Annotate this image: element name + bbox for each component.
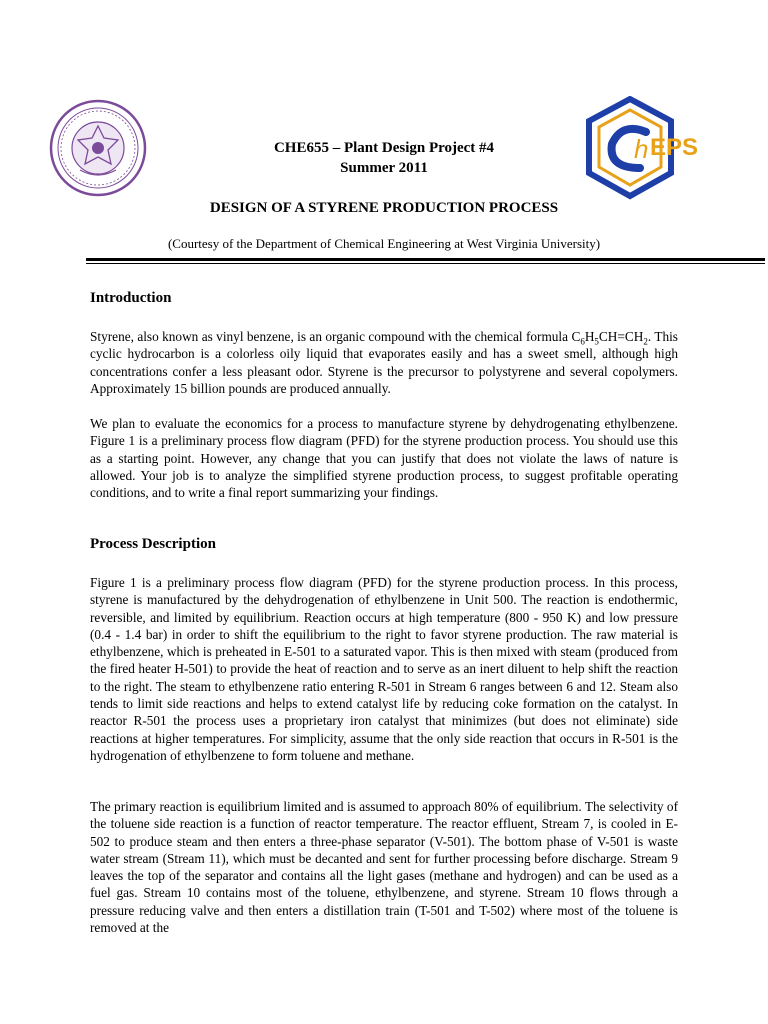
process-description-paragraph-1: Figure 1 is a preliminary process flow diagram (PFD) for the styrene production process. In this process, styrene is manufactured by the dehydrogenation of ethylbenzene in Unit 500. The reaction is endothermic, reversible, and limited by equilibrium. Reaction occurs at high temperature (800 - 950 K) and low pressure (0.4 - 1.4 bar) in order to shift the equilibrium to the right to favor styrene production. The raw material is ethylbenzene, which is preheated in E-501 to a saturated vapor. This is then mixed with steam (produced from the fired heater H-501) to provide the heat of reaction and to serve as an inert diluent to help shift the reaction to the right. The steam to ethylbenzene ratio entering R-501 in Stream 6 ranges between 6 and 12. Steam also tends to limit side reactions and helps to extend catalyst life by reducing coke formation on the catalyst. In reactor R-501 the process uses a proprietary iron catalyst that minimizes (but does not eliminate) side reactions at higher temperatures. For simplicity, assume that the only side reaction that occurs in R-501 is the hydrogenation of ethylbenzene to form toluene and methane. (90, 575, 678, 763)
course-title: CHE655 – Plant Design Project #4 (273, 140, 495, 156)
introduction-paragraph-2: We plan to evaluate the economics for a process to manufacture styrene by dehydrogenating ethylbenzene. Figure 1 is a preliminary process flow diagram (PFD) for the styrene production process. You should use this as a starting point. However, any change that you can justify that does not violate the laws of nature is allowed. Your job is to analyze the simplified styrene production process, to suggest profitable operating conditions, and to write a final report summarizing your findings. (90, 416, 678, 501)
courtesy-line: (Courtesy of the Department of Chemical Engineering at West Virginia University) (167, 236, 601, 251)
term-title: Summer 2011 (340, 160, 428, 176)
introduction-paragraph-1: Styrene, also known as vinyl benzene, is an organic compound with the chemical formula $C_6H_5CH=CH_2$. This cyclic hydrocarbon is a colorless oily liquid that evaporates easily and has a sweet smell, although high concentrations confer a less pleasant odor. Styrene is the precursor to polystyrene and several copolymers. Approximately 15 billion pounds are produced annually. (90, 329, 678, 396)
styrene-formula: $C_6H_5CH=CH_2$ (571, 329, 648, 347)
design-title: DESIGN OF A STYRENE PRODUCTION PROCESS (209, 200, 559, 216)
header-rule-thick (86, 258, 765, 261)
process-description-heading: Process Description (90, 536, 216, 552)
introduction-heading: Introduction (90, 290, 172, 306)
process-description-paragraph-2: The primary reaction is equilibrium limited and is assumed to approach 80% of equilibrium. The selectivity of the toluene side reaction is a function of reactor temperature. The reactor effluent, Stream 7, is cooled in E-502 to produce steam and then enters a three-phase separator (V-501). The bottom phase of V-501 is waste water stream (Stream 11), which must be decanted and sent for further processing before discharge. Stream 9 leaves the top of the separator and contains all the light gases (methane and hydrogen) and can be used as a fuel gas. Stream 10 contains most of the toluene, ethylbenzene, and styrene. Stream 10 flows through a pressure reducing valve and then enters a distillation train (T-501 and T-502) where most of the toluene is removed at the (90, 799, 678, 936)
header-rule-thin (86, 263, 765, 264)
svg-text:EPS: EPS (650, 134, 699, 161)
svg-text:h: h (634, 134, 649, 164)
